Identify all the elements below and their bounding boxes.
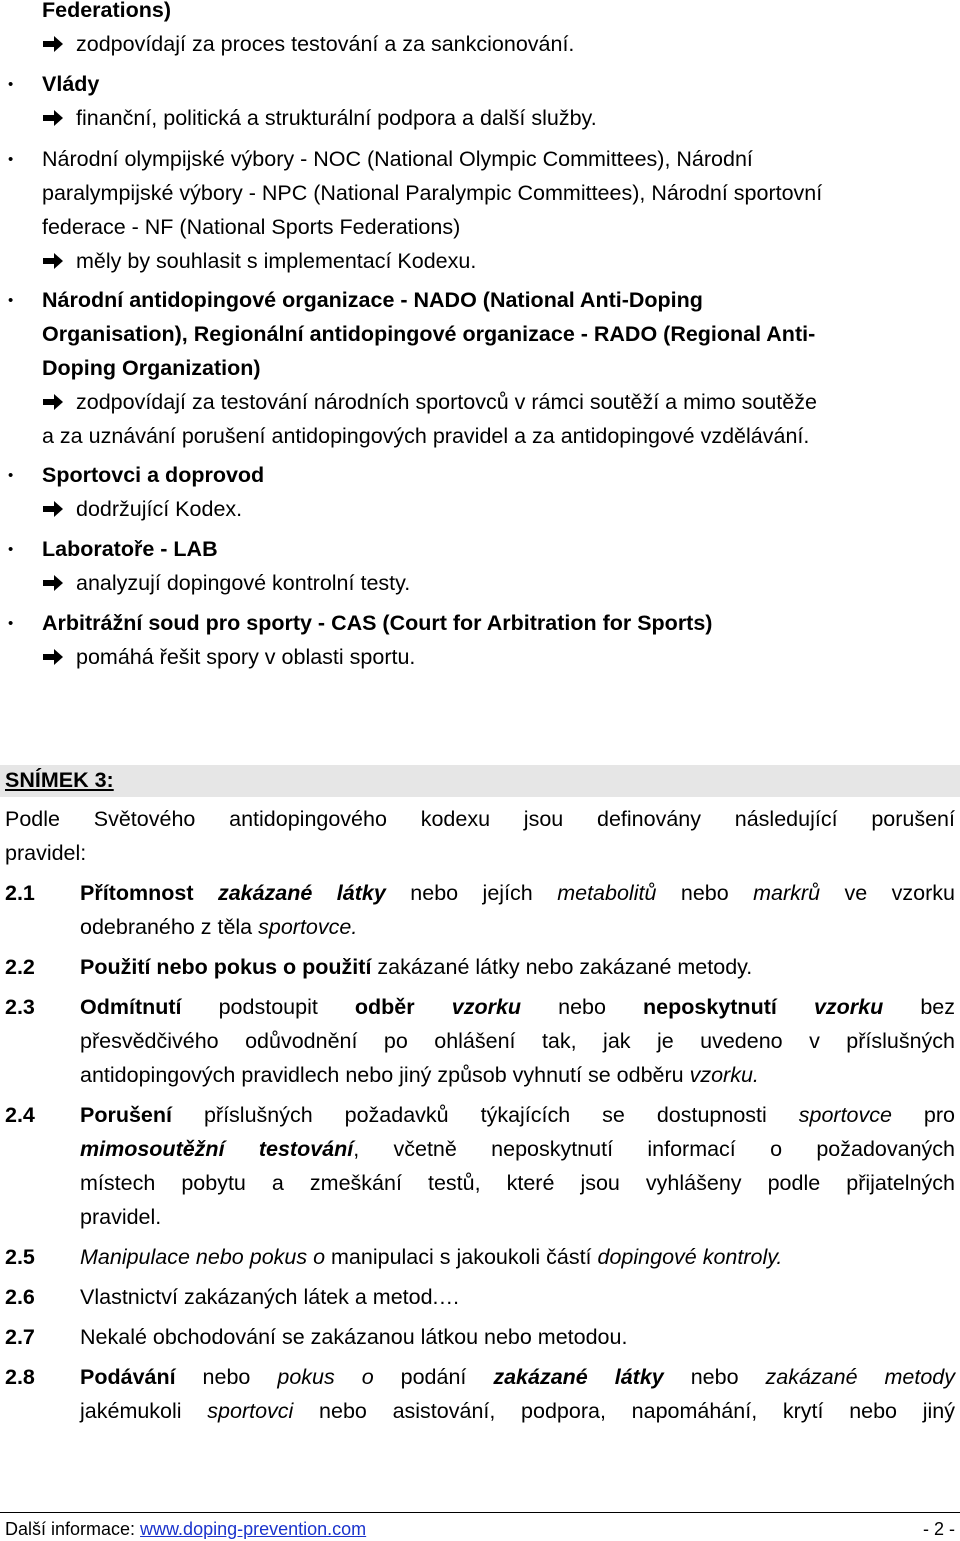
nado-line-1: Národní antidopingové organizace - NADO (National Anti-Doping bbox=[42, 288, 703, 312]
rule-number: 2.8 bbox=[5, 1365, 35, 1389]
nado-desc-text: zodpovídají za testování národních sportovců v rámci soutěží a mimo soutěže bbox=[76, 390, 817, 414]
rule-2-2: Použití nebo pokus o použití zakázané látky nebo zakázané metody. bbox=[80, 955, 753, 979]
bullet-icon: • bbox=[8, 76, 14, 93]
rule-number: 2.5 bbox=[5, 1245, 35, 1269]
noc-line-3: federace - NF (National Sports Federations) bbox=[42, 215, 461, 239]
lab-desc bbox=[42, 571, 410, 596]
rule-2-1-line-2: odebraného z těla sportovce. bbox=[80, 915, 358, 939]
vlady-label: Vlády bbox=[42, 72, 100, 96]
right-arrow-icon bbox=[42, 497, 76, 522]
federations-continuation: Federations) bbox=[42, 0, 172, 22]
noc-desc-text: měly by souhlasit s implementací Kodexu. bbox=[76, 249, 477, 273]
rule-number: 2.2 bbox=[5, 955, 35, 979]
rule-2-8-line-1: Podávání nebo pokus o podání zakázané látky nebo zakázané metody bbox=[80, 1365, 956, 1389]
athletes-desc bbox=[42, 497, 242, 522]
right-arrow-icon bbox=[42, 106, 76, 131]
rule-2-3-line-3: antidopingových pravidlech nebo jiný způsob vyhnutí se odběru vzorku. bbox=[80, 1063, 759, 1087]
athletes-label: Sportovci a doprovod bbox=[42, 463, 265, 487]
slide-heading-bar bbox=[0, 765, 960, 797]
nado-desc-1 bbox=[42, 390, 817, 415]
rule-number: 2.3 bbox=[5, 995, 35, 1019]
lab-label: Laboratoře - LAB bbox=[42, 537, 218, 561]
nado-line-3: Doping Organization) bbox=[42, 356, 261, 380]
rule-2-4-line-1: Porušení příslušných požadavků týkajících se dostupnosti sportovce pro bbox=[80, 1103, 955, 1127]
cas-desc-text: pomáhá řešit spory v oblasti sportu. bbox=[76, 645, 416, 669]
rule-2-4-line-2: mimosoutěžní testování, včetně neposkytnutí informací o požadovaných bbox=[80, 1137, 955, 1161]
footer-link[interactable]: www.doping-prevention.com bbox=[140, 1519, 367, 1539]
lab-desc-text: analyzují dopingové kontrolní testy. bbox=[76, 571, 411, 595]
rule-2-5: Manipulace nebo pokus o manipulaci s jakoukoli částí dopingové kontroly. bbox=[80, 1245, 783, 1269]
bullet-icon: • bbox=[8, 292, 14, 309]
footer-divider bbox=[0, 1512, 960, 1513]
right-arrow-icon bbox=[42, 645, 76, 670]
right-arrow-icon bbox=[42, 390, 76, 415]
rule-2-4-line-4: pravidel. bbox=[80, 1205, 162, 1229]
rule-number: 2.6 bbox=[5, 1285, 35, 1309]
right-arrow-icon bbox=[42, 32, 76, 57]
rule-number: 2.7 bbox=[5, 1325, 35, 1349]
rule-number: 2.4 bbox=[5, 1103, 35, 1127]
slide-intro-1: Podle Světového antidopingového kodexu jsou definovány následující porušení bbox=[5, 807, 955, 831]
bullet-icon: • bbox=[8, 615, 14, 632]
noc-line-2: paralympijské výbory - NPC (National Paralympic Committees), Národní sportovní bbox=[42, 181, 823, 205]
federations-desc-text: zodpovídají za proces testování a za sankcionování. bbox=[76, 32, 575, 56]
footer-info bbox=[5, 1518, 366, 1540]
slide-intro-2: pravidel: bbox=[5, 841, 87, 865]
rule-2-7: Nekalé obchodování se zakázanou látkou nebo metodou. bbox=[80, 1325, 628, 1349]
bullet-icon: • bbox=[8, 467, 14, 484]
noc-line-1: Národní olympijské výbory - NOC (National Olympic Committees), Národní bbox=[42, 147, 753, 171]
rule-2-1-line-1: Přítomnost zakázané látky nebo jejích metabolitů nebo markrů ve vzorku bbox=[80, 881, 955, 905]
vlady-desc-text: finanční, politická a strukturální podpora a další služby. bbox=[76, 106, 597, 130]
rule-2-3-line-2: přesvědčivého odůvodnění po ohlášení tak, jak je uvedeno v příslušných bbox=[80, 1029, 955, 1053]
rule-2-4-line-3: místech pobytu a zmeškání testů, které jsou vyhlášeny podle přijatelných bbox=[80, 1171, 955, 1195]
federations-desc bbox=[42, 32, 574, 57]
rule-2-8-line-2: jakémukoli sportovci nebo asistování, podpora, napomáhání, krytí nebo jiný bbox=[80, 1399, 955, 1423]
nado-desc-2: a za uznávání porušení antidopingových pravidel a za antidopingové vzdělávání. bbox=[42, 424, 810, 448]
cas-desc bbox=[42, 645, 415, 670]
nado-line-2: Organisation), Regionální antidopingové organizace - RADO (Regional Anti- bbox=[42, 322, 816, 346]
rule-2-6: Vlastnictví zakázaných látek a metod.… bbox=[80, 1285, 461, 1309]
footer-label: Další informace: bbox=[5, 1519, 141, 1539]
slide-heading: SNÍMEK 3: bbox=[5, 768, 114, 792]
vlady-desc bbox=[42, 106, 597, 131]
bullet-icon: • bbox=[8, 541, 14, 558]
right-arrow-icon bbox=[42, 249, 76, 274]
right-arrow-icon bbox=[42, 571, 76, 596]
cas-label: Arbitrážní soud pro sporty - CAS (Court for Arbitration for Sports) bbox=[42, 611, 713, 635]
noc-desc bbox=[42, 249, 476, 274]
rule-number: 2.1 bbox=[5, 881, 35, 905]
page-number: - 2 - bbox=[922, 1519, 955, 1539]
rule-2-3-line-1: Odmítnutí podstoupit odběr vzorku nebo neposkytnutí vzorku bez bbox=[80, 995, 955, 1019]
athletes-desc-text: dodržující Kodex. bbox=[76, 497, 243, 521]
bullet-icon: • bbox=[8, 151, 14, 168]
